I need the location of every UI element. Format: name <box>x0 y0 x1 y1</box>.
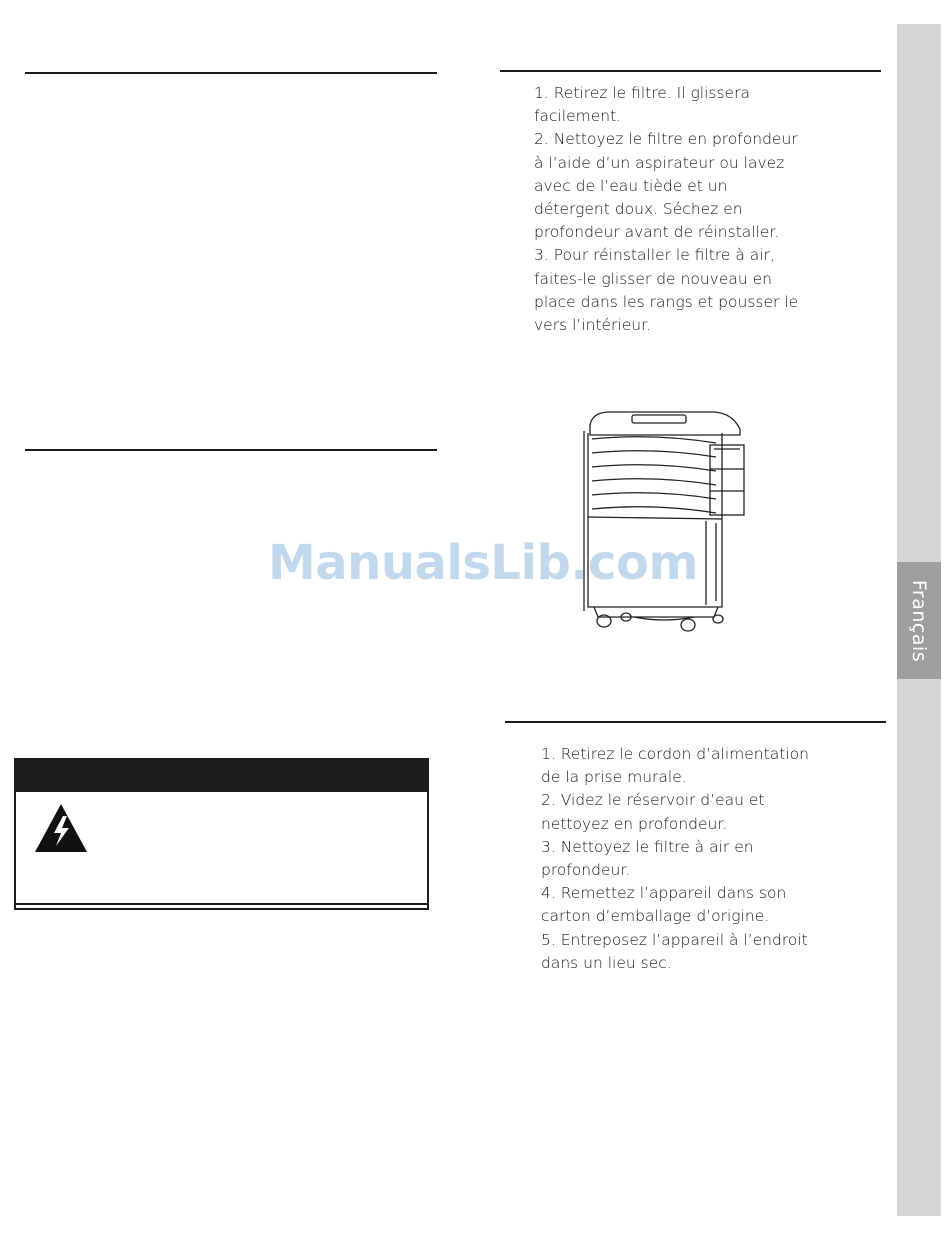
language-tab[interactable] <box>897 562 941 679</box>
left-top-section-rule <box>25 72 437 74</box>
warning-header-bar <box>16 760 427 792</box>
storage-steps <box>541 743 811 975</box>
electric-shock-warning-icon <box>33 802 89 854</box>
storage-step-3: 3. Nettoyez le filtre à air en profondeur. <box>541 837 754 880</box>
warning-bottom-rule <box>16 903 427 905</box>
filter-step-1: 1. Retirez le filtre. Il glissera facilement. <box>534 84 750 126</box>
storage-step-5: 5. Entreposez l’appareil à l’endroit dans un lieu sec. <box>541 930 808 972</box>
manualslib-watermark: ManualsLib.com <box>268 535 698 591</box>
left-middle-section-rule <box>25 449 437 451</box>
filter-cleaning-steps <box>534 82 804 337</box>
filter-step-2: 2. Nettoyez le filtre en profondeur à l’aide d’un aspirateur ou lavez avec de l’eau tiède et un détergent doux. Séchez en profondeur avant de réinstaller. <box>534 130 798 242</box>
language-tab-label: Français <box>908 579 930 662</box>
filter-step-3: 3. Pour réinstaller le filtre à air, faites-le glisser de nouveau en place dans les rangs et pousser le vers l’intérieur. <box>534 246 799 335</box>
right-bottom-section-rule <box>505 721 886 723</box>
storage-step-1: 1. Retirez le cordon d’alimentation de la prise murale. <box>541 745 809 787</box>
storage-step-4: 4. Remettez l’appareil dans son carton d’emballage d’origine. <box>541 884 787 926</box>
right-top-section-rule <box>500 70 881 72</box>
storage-step-2: 2. Videz le réservoir d’eau et nettoyez en profondeur. <box>541 791 765 833</box>
dehumidifier-illustration <box>574 405 754 640</box>
warning-box <box>14 758 429 910</box>
